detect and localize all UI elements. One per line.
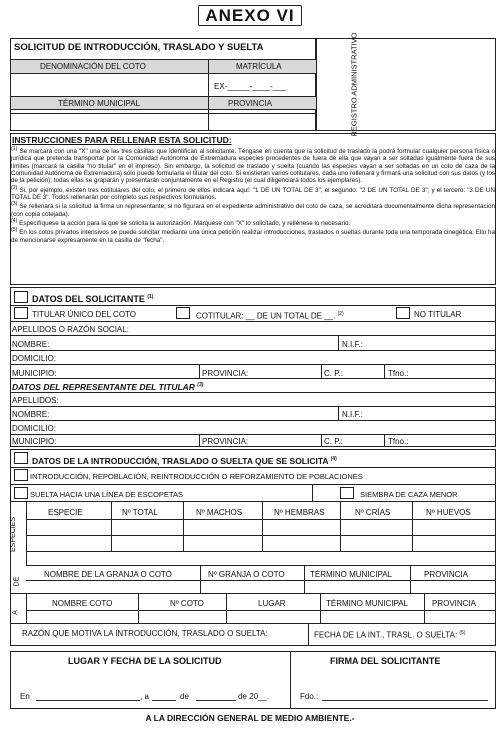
lugar-fecha-heading: LUGAR Y FECHA DE LA SOLICITUD [68, 656, 222, 666]
introduccion-heading: DATOS DE LA INTRODUCCIÓN, TRASLADO O SUELTA QUE SE SOLICITA $^{(4)}$ [32, 455, 337, 466]
de-month-label: de [180, 692, 189, 701]
domicilio-label: DOMICILIO: [12, 354, 57, 363]
col-machos: Nº MACHOS [196, 508, 243, 517]
form-title: SOLICITUD DE INTRODUCCIÓN, TRASLADO Y SUELTA [14, 42, 264, 53]
municipio-label: MUNICIPIO: [12, 369, 57, 378]
rep-nif-label: N.I.F.: [342, 410, 363, 419]
col-total: Nº TOTAL [122, 508, 158, 517]
opt3-label: SIEMBRA DE CAZA MENOR [360, 490, 458, 499]
fdo-label: Fdo.: [300, 692, 319, 701]
cotitular-label: COTITULAR: __ DE UN TOTAL DE __. $^{(2)}$ [196, 311, 344, 321]
instructions-text: $^{(1)}$ Se marcará con una "X" una de las tres casillas que identifican al solicitante. Téngase en cuenta que la solicitud de traslado la podrá formular cualquier persona física o jurídica que pretenda transportar por la Comunidad Autónoma de Extremadura especies procedentes de fuera de ella que vayan a ser soltadas igualmente fuera de sus límites (marcará la casilla "no titular" en el impreso). Sin embargo, la solicitud de traslado y suelta (cuando las especies vayan a ser soltadas en un coto de caza de la Comunidad Autónoma de Extremadura) sólo puede formularla el titular del coto. Si existieran varios cotitulares, cada uno rellenará y firmará una solicitud con sus datos (y los de la petición); todas ellas se graparán y presentarán conjuntamente en el Registro (el cual diligenciará todos los ejemplares). $^{(2)}$ Si, por ejemplo, existen tres cotitulares del coto, el primero de ellos indicará aquí: "1 DE UN TOTAL DE 3"; el segundo: "2 DE UN TOTAL DE 3"; y el tercero: "3 DE UN TOTAL DE 3". Todos rellenarán por completo sus respectivos formularios. $^{(3)}$ Se rellenará si la solicitud la firma un representante; si no figurara en el expediente administrativo del coto de caza, se acreditará documentalmente dicha representación (con copia cotejada). $^{(4)}$ Especifíquese la acción para la que se solicita la autorización. Márquese con "X" lo solicitado, y rellénese lo necesario. $^{(5)}$ En los cotos privados intensivos se puede solicitar mediante una única petición realizar introducciones, traslados o sueltas durante toda una temporada cinegética. Ello ha de mencionarse expresamente en la casilla de "fecha". [11, 146, 496, 244]
instr-p5: En los cotos privados intensivos se puede solicitar mediante una única petición realizar introducciones, traslados o sueltas durante toda una temporada cinegética. Ello ha de mencionarse expresamente en la casilla de "fecha". [11, 229, 495, 244]
representante-heading: DATOS DEL REPRESENTANTE DEL TITULAR $^{(3)}$ [12, 381, 204, 392]
annex-title-text: ANEXO VI [198, 5, 301, 26]
titular-unico-checkbox[interactable] [14, 307, 28, 319]
instr-p1: Se marcará con una "X" una de las tres casillas que identifican al solicitante. Téngase en cuenta que la solicitud de traslado la podrá formular cualquier persona física o jurídica que pretenda transportar por la Comunidad Autónoma de Extremadura especies procedentes de fuera de ella que vayan a ser soltadas igualmente fuera de sus límites (marcará la casilla "no titular" en el impreso). Sin embargo, la solicitud de traslado y suelta (cuando las especies vayan a ser soltadas en un coto de caza de la Comunidad Autónoma de Extremadura) sólo puede formularla el titular del coto. Si existieran varios cotitulares, cada uno rellenará y firmará una solicitud con sus datos (y los de la petición); todas ellas se graparán y presentarán conjuntamente en el Registro (el cual diligenciará todos los ejemplares). [11, 148, 496, 185]
fecha-label: FECHA DE LA INT., TRASL. O SUELTA: $^{(5)}$ [314, 630, 466, 640]
rep-domicilio-label: DOMICILIO: [12, 424, 57, 433]
registro-box [316, 38, 496, 131]
matricula-field[interactable]: EX-_____-____-___ [214, 82, 287, 91]
de-col-provincia: PROVINCIA [424, 570, 469, 579]
no-titular-label: NO TITULAR [414, 310, 462, 319]
col-especie: ESPECIE [48, 508, 83, 517]
denominacion-label: DENOMINACIÓN DEL COTO [40, 62, 146, 71]
annex-title [0, 6, 500, 26]
lugar-field[interactable] [36, 700, 140, 701]
instr-p4: Especifíquese la acción para la que se solicita la autorización. Márquese con "X" lo solicitado, y rellénese lo necesario. [19, 220, 351, 228]
col-crias: Nº CRÍAS [355, 508, 391, 517]
col-huevos: Nº HUEVOS [426, 508, 471, 517]
en-label: En [20, 692, 30, 701]
de-year-label: de 20__. [238, 692, 270, 701]
de-col-nombre: NOMBRE DE LA GRANJA O COTO [44, 570, 172, 579]
opt1-checkbox[interactable] [14, 469, 28, 481]
rep-nombre-label: NOMBRE: [12, 410, 50, 419]
introduccion-checkbox[interactable] [14, 452, 28, 464]
provincia-label: PROVINCIA [228, 99, 273, 108]
firma-heading: FIRMA DEL SOLICITANTE [330, 656, 441, 666]
rep-apellidos-label: APELLIDOS: [12, 396, 59, 405]
footer-text: A LA DIRECCIÓN GENERAL DE MEDIO AMBIENTE.- [145, 713, 355, 723]
fdo-field[interactable] [322, 700, 488, 701]
cp-label: C. P.: [324, 369, 343, 378]
a-col-num: Nº COTO [170, 599, 204, 608]
nombre-label: NOMBRE: [12, 340, 50, 349]
titular-unico-label: TITULAR ÚNICO DEL COTO [32, 310, 137, 319]
col-hembras: Nº HEMBRAS [274, 508, 325, 517]
especies-label: ESPECIES [10, 516, 18, 553]
instructions-heading: INSTRUCCIONES PARA RELLENAR ESTA SOLICITUD: [12, 135, 232, 145]
solicitante-checkbox[interactable] [14, 291, 28, 303]
matricula-label: MATRÍCULA [236, 62, 282, 71]
no-titular-checkbox[interactable] [396, 307, 410, 319]
dia-field[interactable] [152, 700, 176, 701]
apellidos-label: APELLIDOS O RAZÓN SOCIAL: [12, 325, 129, 334]
opt2-checkbox[interactable] [14, 487, 28, 499]
de-col-termino: TÉRMINO MUNICIPAL [310, 570, 393, 579]
rep-tfno-label: Tfno.: [388, 437, 409, 446]
a-col-nombre: NOMBRE COTO [52, 599, 113, 608]
cotitular-checkbox[interactable] [176, 307, 190, 319]
mes-field[interactable] [196, 700, 236, 701]
registro-label: REGISTRO ADMINISTRATIVO [349, 32, 359, 137]
rep-provincia-label: PROVINCIA: [202, 437, 249, 446]
opt3-checkbox[interactable] [340, 487, 354, 499]
instr-p2: Si, por ejemplo, existen tres cotitulares del coto, el primero de ellos indicará aquí: "1 DE UN TOTAL DE 3"; el segundo: "2 DE UN TOTAL DE 3"; y el tercero: "3 DE UN TOTAL DE 3". Todos rellenarán por completo sus respectivos formularios. [11, 186, 495, 201]
instr-p3: Se rellenará si la solicitud la firma un representante; si no figurara en el expediente administrativo del coto de caza, se acreditará documentalmente dicha representación (con copia cotejada). [11, 203, 495, 218]
a-col-provincia: PROVINCIA [432, 599, 477, 608]
de-col-num: Nº GRANJA O COTO [208, 570, 285, 579]
tfno-label: Tfno.: [388, 369, 409, 378]
de-label: DE [13, 576, 21, 587]
a-label: A [11, 610, 19, 615]
rep-municipio-label: MUNICIPIO: [12, 437, 57, 446]
a-day-label: , a [140, 692, 149, 701]
a-col-lugar: LUGAR [258, 599, 286, 608]
solicitante-heading: DATOS DEL SOLICITANTE $^{(1)}$ [32, 294, 154, 304]
opt2-label: SUELTA HACIA UNA LÍNEA DE ESCOPETAS [30, 490, 183, 499]
provincia-label: PROVINCIA: [202, 369, 249, 378]
rep-cp-label: C. P.: [324, 437, 343, 446]
a-col-termino: TÉRMINO MUNICIPAL [326, 599, 409, 608]
termino-label: TÉRMINO MUNICIPAL [58, 99, 141, 108]
razon-label: RAZÓN QUE MOTIVA LA INTRODUCCIÓN, TRASLADO O SUELTA: [22, 629, 268, 638]
opt1-label: INTRODUCCIÓN, REPOBLACIÓN, REINTRODUCCIÓN O REFORZAMIENTO DE POBLACIONES [30, 472, 363, 481]
nif-label: N.I.F.: [342, 340, 363, 349]
